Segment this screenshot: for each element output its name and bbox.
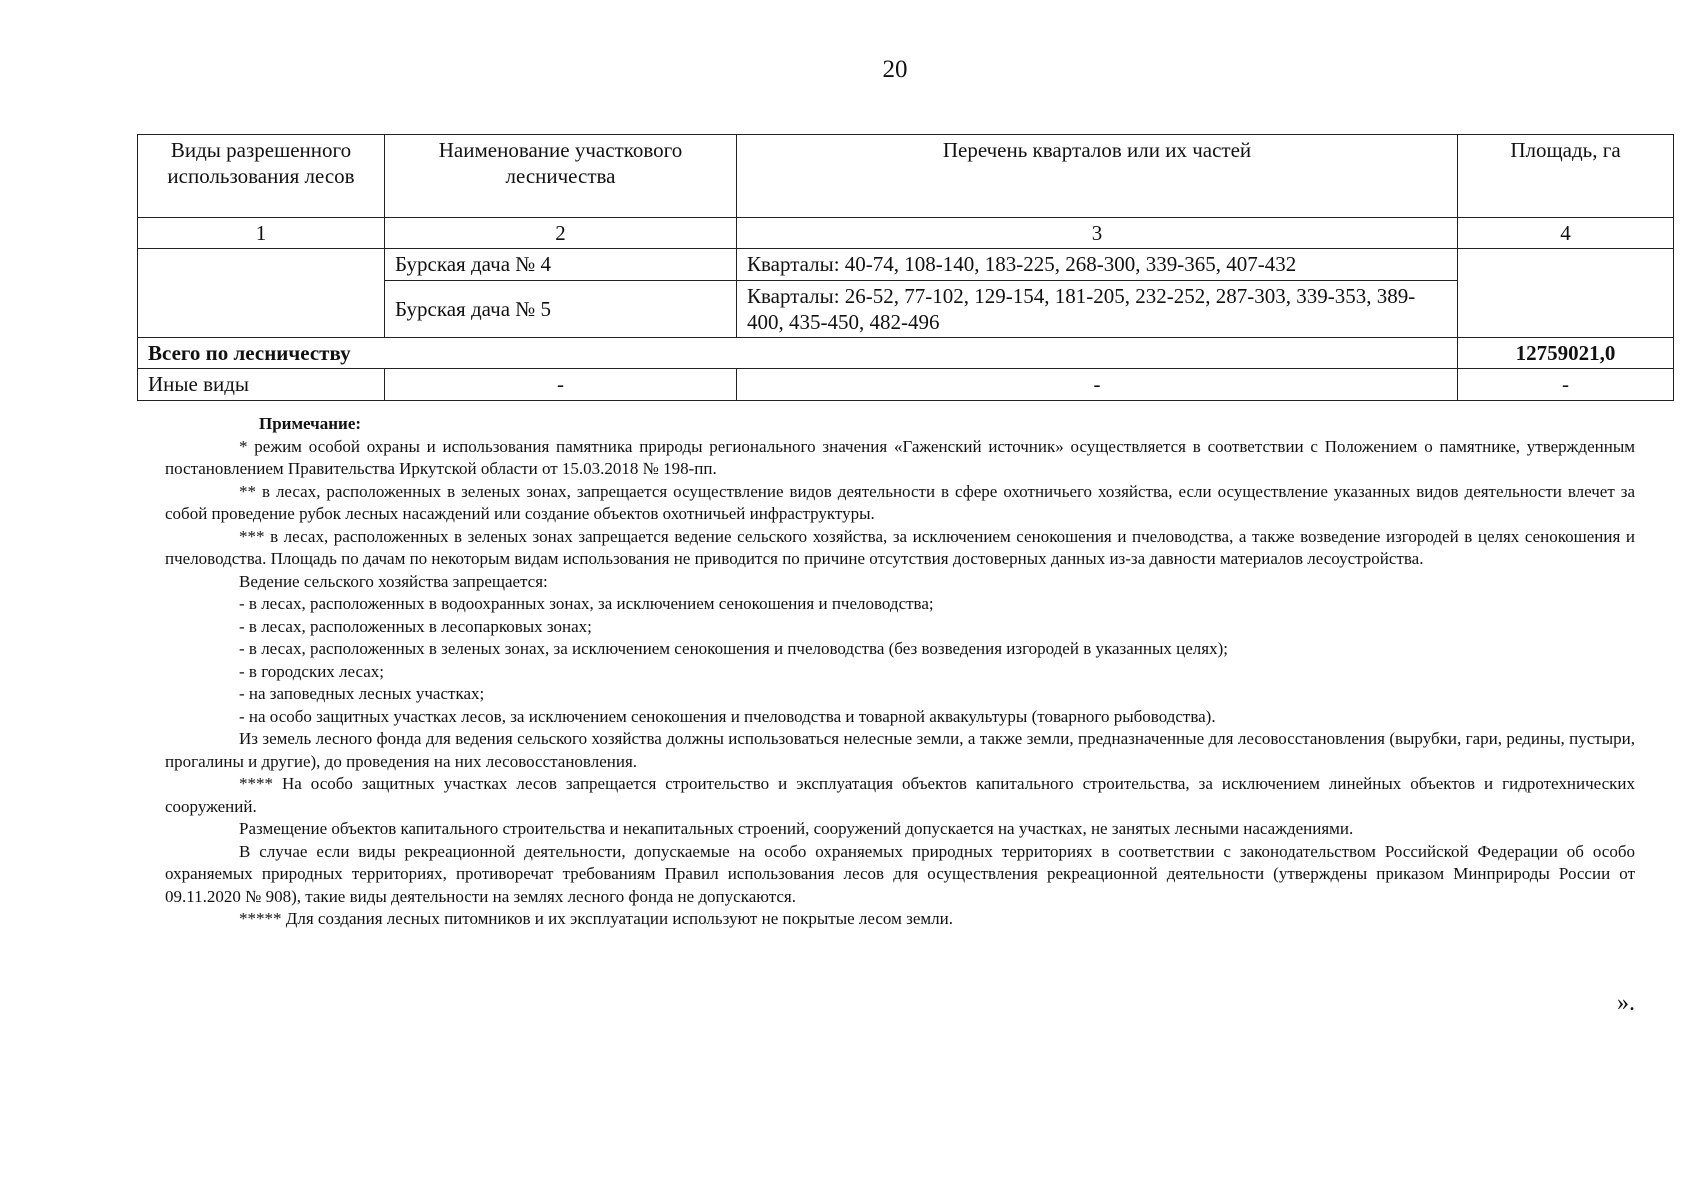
- total-row: [138, 338, 1674, 369]
- note-list-item: - в лесах, расположенных в водоохранных зонах, за исключением сенокошения и пчеловодства;: [239, 594, 934, 613]
- note-list-item: - в лесах, расположенных в зеленых зонах, за исключением сенокошения и пчеловодства (без возведения изгородей в указанных целях);: [239, 639, 1228, 658]
- quarters-list: Кварталы: 40-74, 108-140, 183-225, 268-300, 339-365, 407-432: [737, 249, 1458, 280]
- notes-section: [165, 413, 1635, 931]
- total-label: Всего по лесничеству: [138, 338, 1458, 369]
- note-list-item: - в городских лесах;: [239, 661, 385, 681]
- header-quarters: Перечень кварталов или их частей: [737, 135, 1458, 218]
- column-number-row: [138, 218, 1674, 249]
- column-number: 1: [138, 218, 385, 249]
- table-row: [138, 249, 1674, 280]
- header-area: Площадь, га: [1458, 135, 1674, 218]
- note-list-item: - на заповедных лесных участках;: [239, 684, 485, 703]
- notes-title: Примечание:: [259, 414, 362, 433]
- other-types-label: Иные виды: [138, 369, 385, 400]
- header-forestry-name: Наименование участкового лесничества: [385, 135, 737, 218]
- use-type-cell: [138, 249, 385, 338]
- closing-quote: ».: [1617, 990, 1635, 1016]
- note-paragraph: В случае если виды рекреационной деятельности, допускаемые на особо охраняемых природных территориях в соответствии с законодательством Российской Федерации об особо охраняемых природных территориях, противоречат требованиям Правил использования лесов для осуществления рекреационной деятельности (утверждены приказом Минприроды России от 09.11.2020 № 908), такие виды деятельности на землях лесного фонда не допускаются.: [165, 841, 1635, 906]
- other-types-row: [138, 369, 1674, 400]
- note-paragraph: ** в лесах, расположенных в зеленых зонах, запрещается осуществление видов деятельности в сфере охотничьего хозяйства, если осуществление указанных видов деятельности влечет за собой проведение рубок лесных насаждений или создание объектов охотничьей инфраструктуры.: [165, 481, 1635, 523]
- column-number: 3: [737, 218, 1458, 249]
- note-paragraph: **** На особо защитных участках лесов запрещается строительство и эксплуатация объектов капитального строительства, за исключением линейных объектов и гидротехнических сооружений.: [165, 774, 1635, 816]
- column-number: 2: [385, 218, 737, 249]
- forest-use-table: [137, 134, 1674, 401]
- area-cell: [1458, 249, 1674, 338]
- page-number: 20: [882, 56, 908, 83]
- total-area: 12759021,0: [1458, 338, 1674, 369]
- dash-cell: -: [385, 369, 737, 400]
- table-header-row: [138, 135, 1674, 218]
- note-list-item: - на особо защитных участках лесов, за исключением сенокошения и пчеловодства и товарной аквакультуры (товарного рыбоводства).: [239, 706, 1216, 726]
- note-paragraph: Из земель лесного фонда для ведения сельского хозяйства должны использоваться нелесные земли, а также земли, предназначенные для лесовосстановления (вырубки, гари, редины, пустыри, прогалины и другие), до проведения на них лесовосстановления.: [165, 729, 1635, 771]
- note-paragraph: *** в лесах, расположенных в зеленых зонах запрещается ведение сельского хозяйства, за исключением сенокошения и пчеловодства, а также возведение изгородей в целях сенокошения и пчеловодства. Площадь по дачам по некоторым видам использования не приводится по причине отсутствия достоверных данных из-за давности материалов лесоустройства.: [165, 526, 1635, 568]
- note-list-item: - в лесах, расположенных в лесопарковых зонах;: [239, 616, 592, 636]
- forestry-name: Бурская дача № 5: [385, 280, 737, 338]
- dash-cell: -: [737, 369, 1458, 400]
- dash-cell: -: [1458, 369, 1674, 400]
- note-paragraph: Размещение объектов капитального строительства и некапитальных строений, сооружений допускается на участках, не занятых лесными насаждениями.: [239, 819, 1354, 838]
- note-paragraph: ***** Для создания лесных питомников и их эксплуатации используют не покрытые лесом земли.: [239, 909, 953, 928]
- note-paragraph: Ведение сельского хозяйства запрещается:: [239, 571, 548, 591]
- forestry-name: Бурская дача № 4: [385, 249, 737, 280]
- column-number: 4: [1458, 218, 1674, 249]
- note-paragraph: * режим особой охраны и использования памятника природы регионального значения «Гаженский источник» осуществляется в соответствии с Положением о памятнике, утвержденным постановлением Правительства Иркутской области от 15.03.2018 № 198-пп.: [165, 436, 1635, 478]
- header-use-types: Виды разрешенного использования лесов: [138, 135, 385, 218]
- quarters-list: Кварталы: 26-52, 77-102, 129-154, 181-205, 232-252, 287-303, 339-353, 389-400, 435-450, 482-496: [737, 280, 1458, 338]
